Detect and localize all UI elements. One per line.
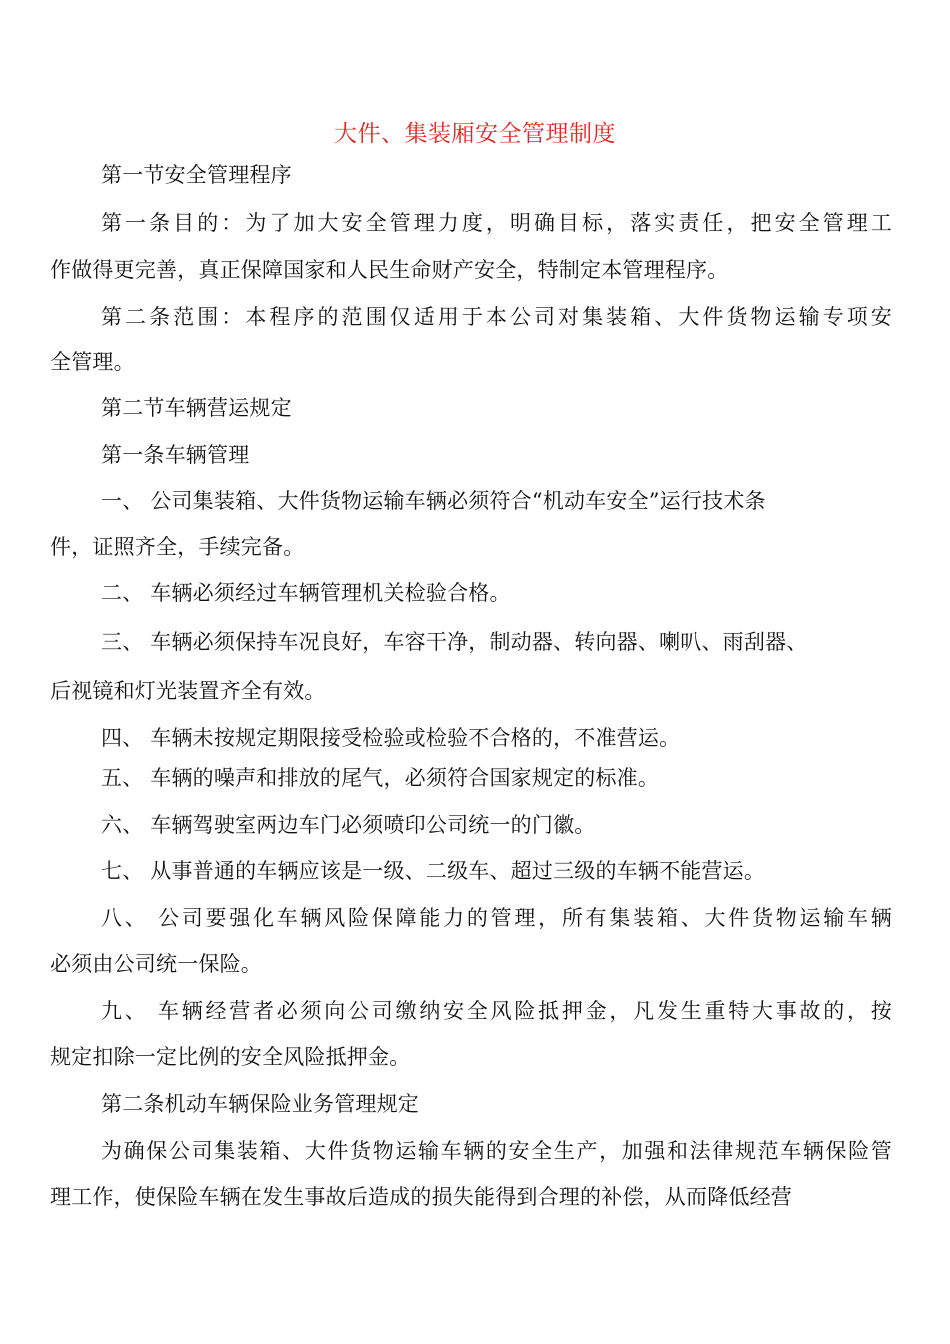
list-item-line: 三、 车辆必须保持车况良好，车容干净，制动器、转向器、喇叭、雨刮器、 bbox=[101, 630, 808, 654]
paragraph-line: 理工作，使保险车辆在发生事故后造成的损失能得到合理的补偿，从而降低经营 bbox=[50, 1185, 792, 1209]
article-heading: 第二条机动车辆保险业务管理规定 bbox=[101, 1092, 419, 1116]
list-item-line: 二、 车辆必须经过车辆管理机关检验合格。 bbox=[101, 581, 511, 605]
list-item-line: 件，证照齐全，手续完备。 bbox=[50, 535, 305, 559]
paragraph-line: 作做得更完善，真正保障国家和人民生命财产安全，特制定本管理程序。 bbox=[50, 258, 729, 282]
paragraph-line: 第二条范围：本程序的范围仅适用于本公司对集装箱、大件货物运输专项安 bbox=[101, 305, 892, 329]
list-item-line: 八、 公司要强化车辆风险保障能力的管理，所有集装箱、大件货物运输车辆 bbox=[101, 906, 892, 930]
list-item-line: 后视镜和灯光装置齐全有效。 bbox=[50, 679, 326, 703]
section-heading: 第一节安全管理程序 bbox=[101, 163, 292, 187]
list-item-line: 五、 车辆的噪声和排放的尾气，必须符合国家规定的标准。 bbox=[101, 766, 660, 790]
list-item-line: 九、 车辆经营者必须向公司缴纳安全风险抵押金，凡发生重特大事故的，按 bbox=[101, 999, 892, 1023]
list-item-line: 六、 车辆驾驶室两边车门必须喷印公司统一的门徽。 bbox=[101, 813, 596, 837]
paragraph-line: 为确保公司集装箱、大件货物运输车辆的安全生产，加强和法律规范车辆保险管 bbox=[101, 1139, 892, 1163]
section-heading: 第二节车辆营运规定 bbox=[101, 396, 292, 420]
list-item-line: 一、 公司集装箱、大件货物运输车辆必须符合“机动车安全”运行技术条 bbox=[101, 489, 766, 513]
list-item-line: 四、 车辆未按规定期限接受检验或检验不合格的，不准营运。 bbox=[101, 726, 681, 750]
document-title: 大件、集装厢安全管理制度 bbox=[334, 121, 616, 147]
list-item-line: 必须由公司统一保险。 bbox=[50, 952, 262, 976]
paragraph-line: 全管理。 bbox=[50, 350, 135, 374]
list-item-line: 规定扣除一定比例的安全风险抵押金。 bbox=[50, 1045, 411, 1069]
paragraph-line: 第一条目的：为了加大安全管理力度，明确目标，落实责任，把安全管理工 bbox=[101, 211, 892, 235]
article-heading: 第一条车辆管理 bbox=[101, 443, 250, 467]
list-item-line: 七、 从事普通的车辆应该是一级、二级车、超过三级的车辆不能营运。 bbox=[101, 859, 766, 883]
